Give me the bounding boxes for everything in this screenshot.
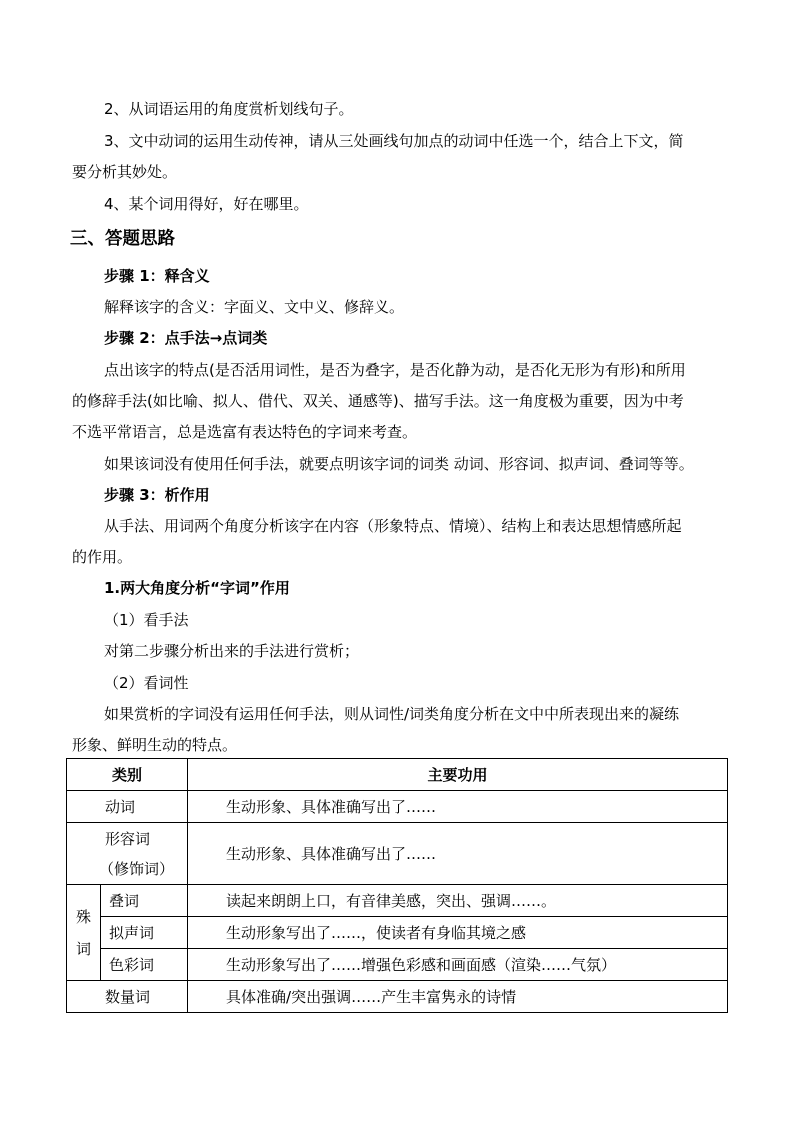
section-heading: 三、答题思路	[70, 229, 175, 249]
row-type-onomatopoeia: 拟声词	[101, 917, 188, 949]
row-func-verb: 生动形象、具体准确写出了……	[188, 791, 728, 823]
header-function: 主要功用	[188, 759, 728, 791]
question-4: 4、某个词用得好，好在哪里。	[104, 195, 309, 213]
table-row	[67, 949, 728, 981]
question-3-line-1: 3、文中动词的运用生动传神，请从三处画线句加点的动词中任选一个，结合上下文，简	[104, 132, 684, 150]
table-header-row	[67, 759, 728, 791]
step-2-paragraph-line-1: 点出该字的特点(是否活用词性，是否为叠字，是否化静为动，是否化无形为有形)和所用	[104, 361, 686, 379]
subsection-1b-line-1: 如果赏析的字词没有运用任何手法，则从词性/词类角度分析在文中中所表现出来的凝练	[104, 705, 680, 723]
row-type-adjective-line-2: （修饰词）	[99, 859, 175, 878]
step-2-paragraph-line-3: 不选平常语言，总是选富有表达特色的字词来考查。	[72, 423, 418, 441]
row-group-label-2: 词	[75, 939, 91, 958]
row-func-reduplicated: 读起来朗朗上口，有音律美感，突出、强调……。	[188, 885, 728, 917]
header-type: 类别	[67, 759, 188, 791]
row-type-verb: 动词	[67, 791, 188, 823]
table-row	[67, 823, 728, 885]
row-func-onomatopoeia: 生动形象写出了……，使读者有身临其境之感	[188, 917, 728, 949]
table-row	[67, 917, 728, 949]
row-func-adjective: 生动形象、具体准确写出了……	[188, 823, 728, 885]
subsection-1a-title: （1）看手法	[104, 611, 189, 629]
step-1-title: 步骤 1：释含义	[104, 267, 210, 285]
row-type-adjective-line-1: 形容词	[105, 829, 151, 848]
word-function-table	[66, 758, 728, 1013]
step-2-paragraph-line-2: 的修辞手法(如比喻、拟人、借代、双关、通感等)、描写手法。这一角度极为重要，因为中考	[72, 392, 684, 410]
row-type-color: 色彩词	[101, 949, 188, 981]
row-group-label	[67, 885, 101, 981]
row-type-quantifier: 数量词	[67, 981, 188, 1013]
table-row	[67, 791, 728, 823]
step-3-line-2: 的作用。	[72, 548, 133, 566]
subsection-1-title: 1.两大角度分析“字词”作用	[104, 579, 290, 597]
row-type-reduplicated: 叠词	[101, 885, 188, 917]
step-2-title: 步骤 2：点手法→点词类	[104, 329, 268, 347]
subsection-1b-title: （2）看词性	[104, 674, 189, 692]
step-1-text: 解释该字的含义：字面义、文中义、修辞义。	[104, 298, 405, 316]
subsection-1b-line-2: 形象、鲜明生动的特点。	[72, 736, 238, 754]
question-2: 2、从词语运用的角度赏析划线句子。	[104, 100, 354, 118]
step-2-paragraph-2: 如果该词没有使用任何手法，就要点明该字词的词类 动词、形容词、拟声词、叠词等等。	[104, 455, 694, 473]
row-func-color: 生动形象写出了……增强色彩感和画面感（渲染……气氛）	[188, 949, 728, 981]
question-3-line-2: 要分析其妙处。	[72, 163, 178, 181]
step-3-title: 步骤 3：析作用	[104, 486, 210, 504]
table-row	[67, 885, 728, 917]
subsection-1a-text: 对第二步骤分析出来的手法进行赏析；	[104, 642, 360, 660]
row-group-label-1: 殊	[75, 907, 91, 926]
row-func-quantifier: 具体准确/突出强调……产生丰富隽永的诗情	[188, 981, 728, 1013]
step-3-line-1: 从手法、用词两个角度分析该字在内容（形象特点、情境）、结构上和表达思想情感所起	[104, 517, 682, 535]
row-type-adjective	[67, 823, 188, 885]
table-row	[67, 981, 728, 1013]
